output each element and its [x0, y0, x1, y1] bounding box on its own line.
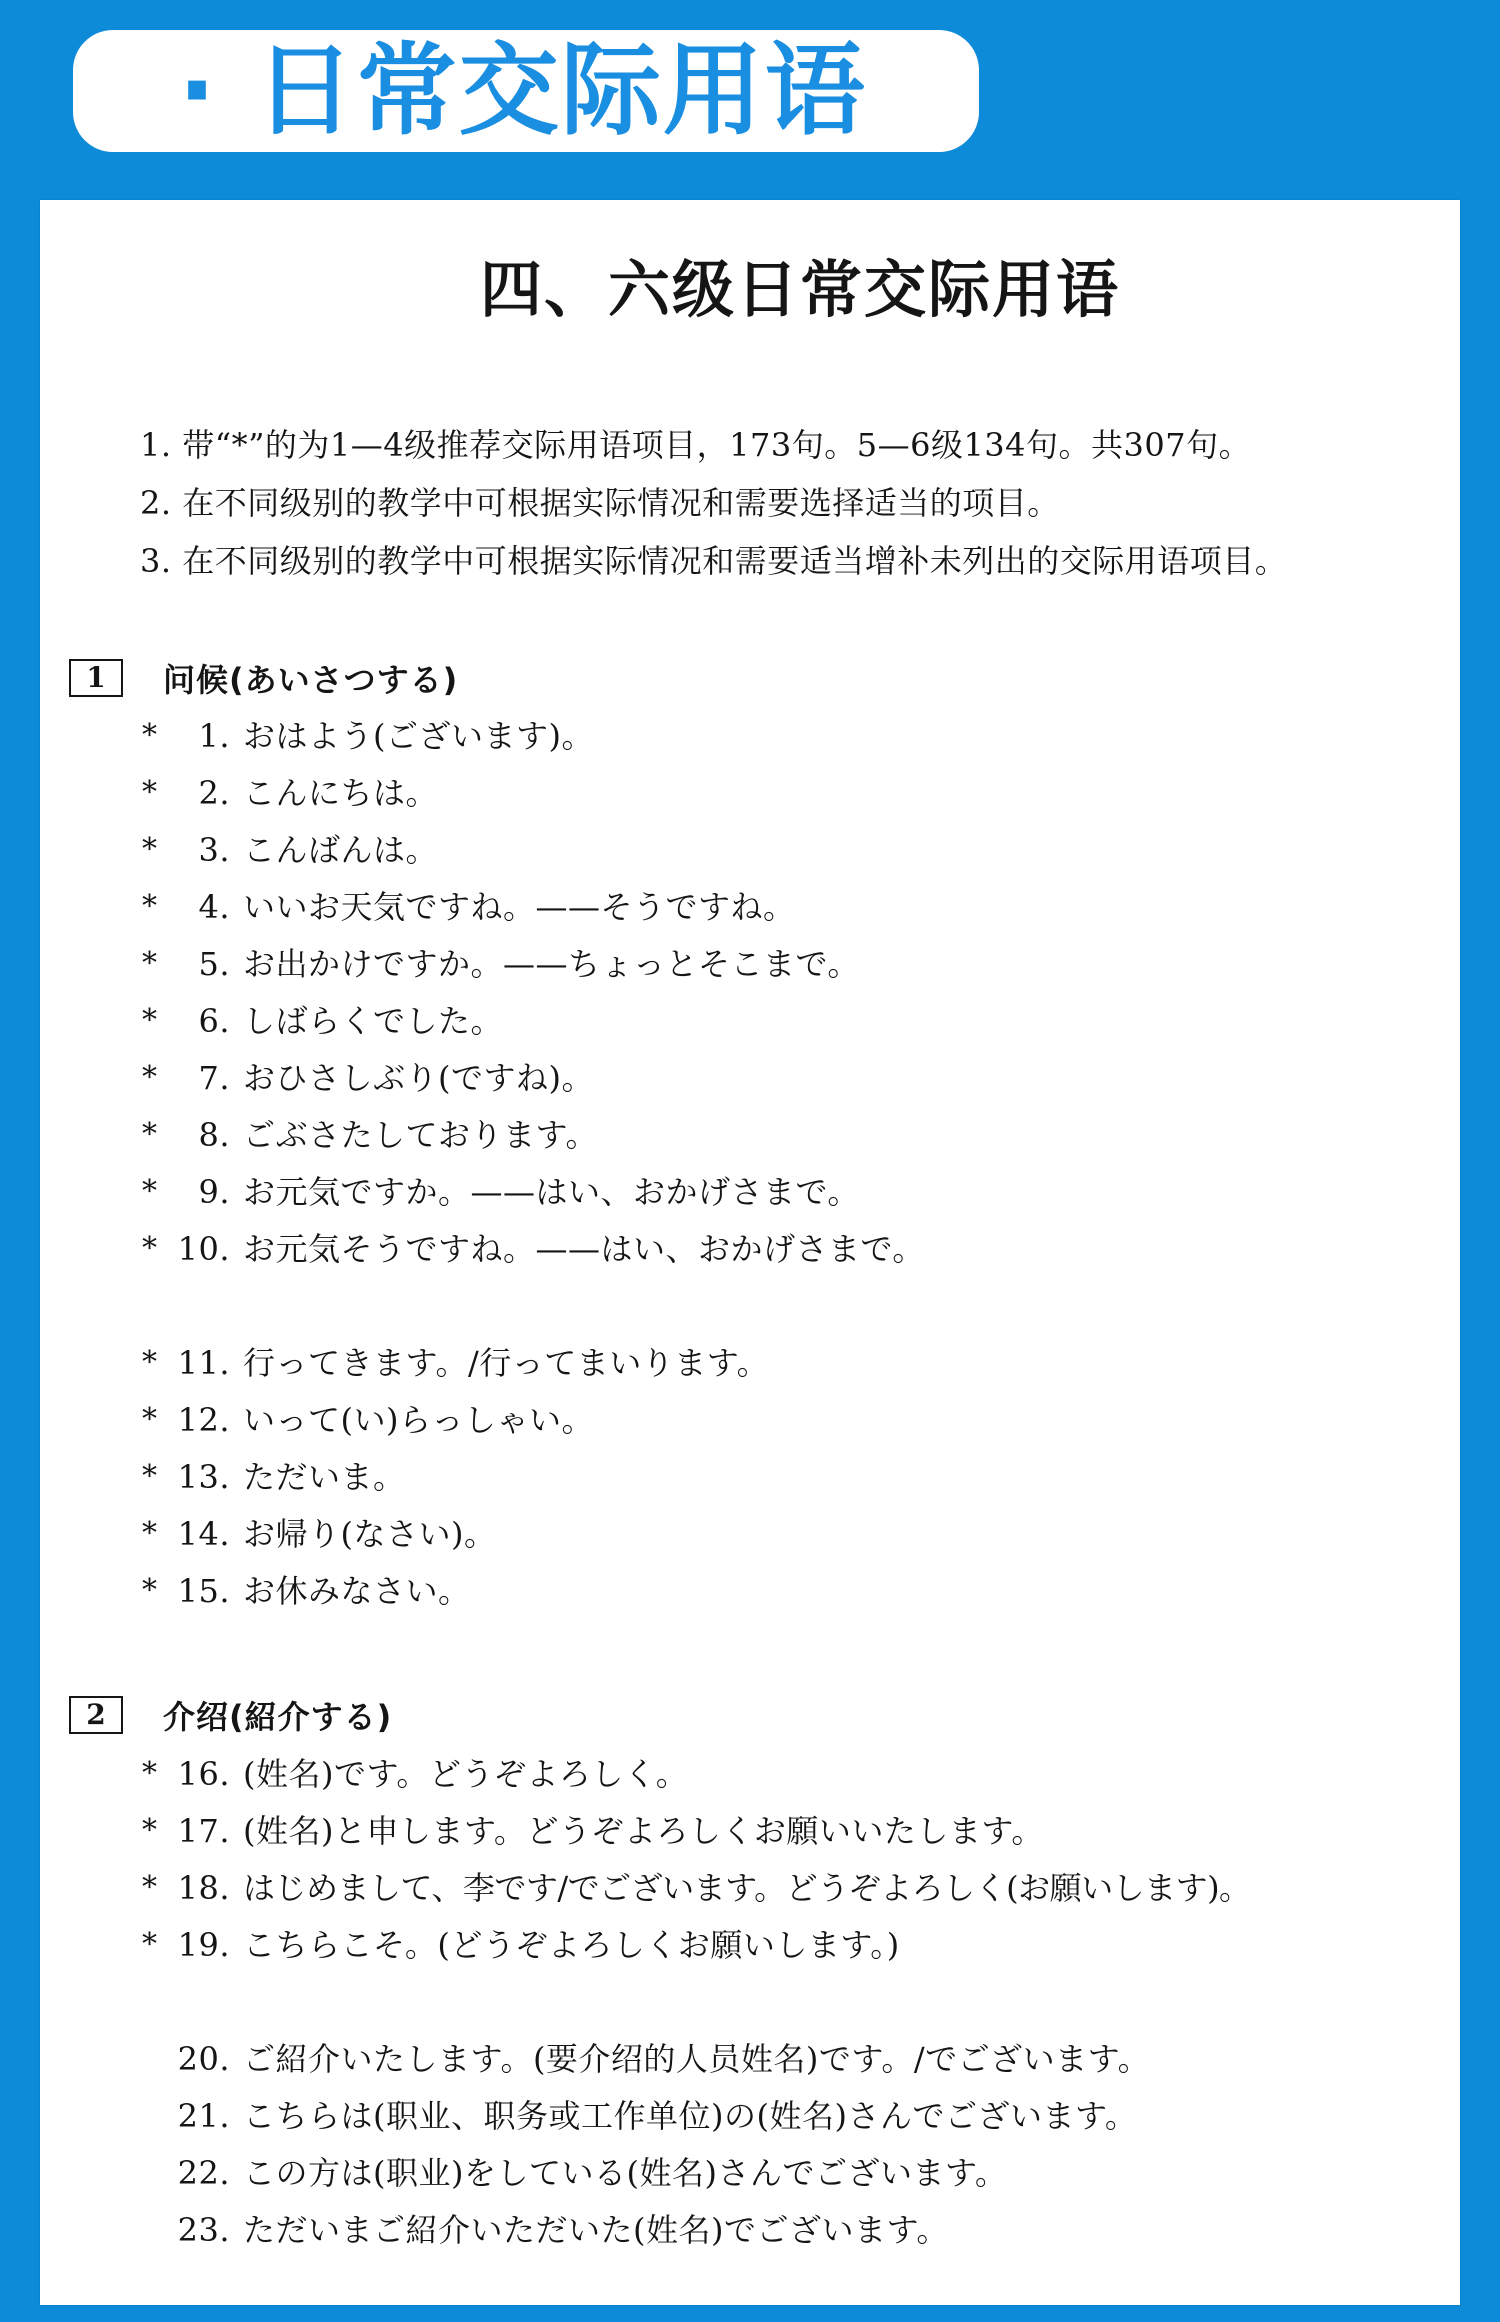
item-number: 18. — [177, 1869, 230, 1907]
item-text: こんにちは。 — [243, 774, 439, 812]
item-text: この方は(职业)をしている(姓名)さんでございます。 — [243, 2154, 1008, 2192]
item-number: 13. — [177, 1458, 230, 1496]
item-number: 9. — [198, 1173, 230, 1211]
asterisk-mark: * — [142, 1870, 158, 1905]
section-heading — [69, 1692, 392, 1738]
section-heading — [69, 655, 458, 701]
asterisk-mark: * — [142, 946, 158, 981]
item-text: こんばんは。 — [243, 831, 439, 869]
item-text: (姓名)です。どうぞよろしく。 — [243, 1755, 689, 1793]
asterisk-mark: * — [142, 1516, 158, 1551]
item-text: こちらこそ。(どうぞよろしくお願いします。) — [243, 1926, 900, 1964]
asterisk-mark: * — [142, 1813, 158, 1848]
item-number: 20. — [177, 2040, 230, 2078]
asterisk-mark: * — [142, 1060, 158, 1095]
item-number: 7. — [198, 1059, 230, 1097]
asterisk-mark: * — [142, 889, 158, 924]
item-number: 16. — [177, 1755, 230, 1793]
item-text: ただいまご紹介いただいた(姓名)でございます。 — [243, 2211, 949, 2249]
item-number: 19. — [177, 1926, 230, 1964]
item-text: おひさしぶり(ですね)。 — [243, 1059, 594, 1097]
asterisk-mark: * — [142, 1927, 158, 1962]
item-text: 行ってきます。/行ってまいります。 — [243, 1344, 770, 1382]
asterisk-mark: * — [142, 1174, 158, 1209]
asterisk-mark: * — [142, 775, 158, 810]
note-3: 3. 在不同级别的教学中可根据实际情况和需要适当增补未列出的交际用语项目。 — [140, 542, 1288, 580]
item-number: 6. — [198, 1002, 230, 1040]
asterisk-mark: * — [142, 1231, 158, 1266]
note-2: 2. 在不同级别的教学中可根据实际情况和需要选择适当的项目。 — [140, 484, 1060, 522]
asterisk-mark: * — [142, 832, 158, 867]
item-text: いいお天気ですね。——そうですね。 — [243, 888, 796, 926]
item-text: ただいま。 — [243, 1458, 406, 1496]
item-text: お元気ですか。——はい、おかげさまで。 — [243, 1173, 860, 1211]
asterisk-mark: * — [142, 718, 158, 753]
item-text: お出かけですか。——ちょっとそこまで。 — [243, 945, 860, 983]
item-text: お元気そうですね。——はい、おかげさまで。 — [243, 1230, 925, 1268]
item-text: お休みなさい。 — [243, 1572, 471, 1610]
item-number: 14. — [177, 1515, 230, 1553]
asterisk-mark: * — [142, 1459, 158, 1494]
item-text: はじめまして、李です/でございます。どうぞよろしく(お願いします)。 — [243, 1869, 1251, 1907]
item-number: 23. — [177, 2211, 230, 2249]
asterisk-mark: * — [142, 1573, 158, 1608]
asterisk-mark: * — [142, 1402, 158, 1437]
item-text: ご紹介いたします。(要介绍的人员姓名)です。/でございます。 — [243, 2040, 1151, 2078]
item-number: 11. — [177, 1344, 230, 1382]
item-text: おはよう(ございます)。 — [243, 717, 594, 755]
item-number: 3. — [198, 831, 230, 869]
header-banner — [73, 30, 979, 152]
note-1: 1. 带“*”的为1—4级推荐交际用语项目，173句。5—6级134句。共307句。 — [140, 426, 1252, 464]
section-number-box: 1 — [69, 659, 123, 697]
item-number: 5. — [198, 945, 230, 983]
item-number: 21. — [177, 2097, 230, 2135]
item-number: 17. — [177, 1812, 230, 1850]
asterisk-mark: * — [142, 1003, 158, 1038]
item-number: 15. — [177, 1572, 230, 1610]
section-label: 问候(あいさつする) — [163, 661, 459, 699]
document-title: 四、六级日常交际用语 — [479, 253, 1120, 326]
header-title: · 日常交际用语 — [178, 32, 867, 149]
section-number-box: 2 — [69, 1696, 123, 1734]
item-text: ごぶさたしております。 — [243, 1116, 598, 1154]
section-label: 介绍(紹介する) — [163, 1698, 393, 1736]
item-text: しばらくでした。 — [243, 1002, 504, 1040]
item-text: いって(い)らっしゃい。 — [243, 1401, 594, 1439]
item-text: (姓名)と申します。どうぞよろしくお願いいたします。 — [243, 1812, 1044, 1850]
item-number: 12. — [177, 1401, 230, 1439]
item-number: 8. — [198, 1116, 230, 1154]
item-text: こちらは(职业、职务或工作单位)の(姓名)さんでございます。 — [243, 2097, 1138, 2135]
item-number: 4. — [198, 888, 230, 926]
item-number: 10. — [177, 1230, 230, 1268]
asterisk-mark: * — [142, 1756, 158, 1791]
item-number: 1. — [198, 717, 230, 755]
item-number: 2. — [198, 774, 230, 812]
asterisk-mark: * — [142, 1345, 158, 1380]
item-text: お帰り(なさい)。 — [243, 1515, 497, 1553]
asterisk-mark: * — [142, 1117, 158, 1152]
item-number: 22. — [177, 2154, 230, 2192]
